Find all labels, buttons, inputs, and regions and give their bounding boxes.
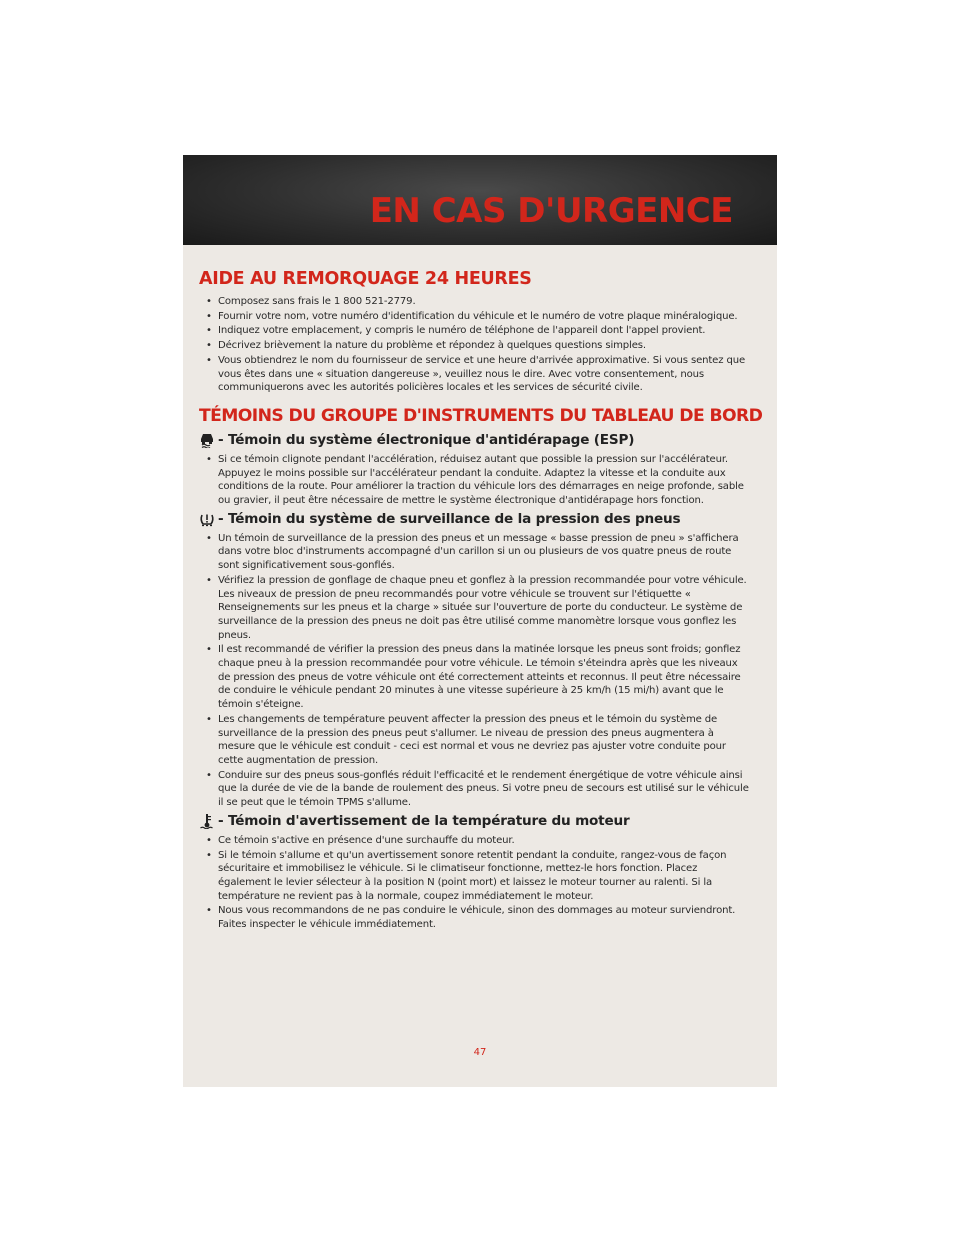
tpms-list — [199, 532, 749, 810]
esp-list — [199, 453, 749, 508]
list-item: • Fournir votre nom, votre numéro d'identification du véhicule et le numéro de votre plaque minéralogique. — [199, 310, 749, 324]
tire-pressure-icon — [199, 511, 215, 527]
warning-lights-heading: TÉMOINS DU GROUPE D'INSTRUMENTS DU TABLEAU DE BORD — [199, 405, 763, 426]
section-banner-title: EN CAS D'URGENCE — [369, 191, 733, 231]
engine-temperature-list — [199, 834, 749, 932]
engine-temperature-icon — [199, 813, 215, 829]
manual-page — [183, 155, 777, 1087]
list-item: • Indiquez votre emplacement, y compris le numéro de téléphone de l'appareil dont l'appel provient. — [199, 324, 749, 338]
list-item: • Un témoin de surveillance de la pression des pneus et un message « basse pression de pneu » s'affichera dans votre bloc d'instruments accompagné d'un carillon si un ou plusieurs de vos quatre pneus de route sont significativement sous-gonflés. — [199, 532, 749, 573]
list-item: • Si ce témoin clignote pendant l'accélération, réduisez autant que possible la pression sur l'accélérateur. Appuyez le moins possible sur l'accélérateur pendant la conduite. Adaptez la vitesse et la conduite aux conditions de la route. Pour améliorer la traction du véhicule lors des démarrages en neige profonde, sable ou gravier, il peut être nécessaire de mettre le système électronique d'antidérapage hors fonction. — [199, 453, 749, 508]
towing-assistance-heading: AIDE AU REMORQUAGE 24 HEURES — [199, 269, 532, 289]
list-item: • Les changements de température peuvent affecter la pression des pneus et le témoin du système de surveillance de la pression des pneus peut s'allumer. Le niveau de pression des pneus augmentera à mesure que le véhicule est conduit - ceci est normal et vous ne devriez pas ajuster votre conduite pour cette augmentation de pression. — [199, 713, 749, 768]
esp-subheading — [199, 432, 749, 448]
list-item: • Ce témoin s'active en présence d'une surchauffe du moteur. — [199, 834, 749, 848]
page-number: 47 — [473, 1047, 487, 1058]
list-item: • Vérifiez la pression de gonflage de chaque pneu et gonflez à la pression recommandée pour votre véhicule. Les niveaux de pression de pneu recommandés pour votre véhicule se trouvent sur l'étiquette « Renseignements sur les pneus et la charge » située sur l'ouverture de porte du conducteur. Le système de surveillance de la pression des pneus ne doit pas être utilisé comme manomètre lorsque vous gonflez les pneus. — [199, 574, 749, 643]
engine-temperature-heading-text: - Témoin d'avertissement de la température du moteur — [218, 812, 630, 829]
list-item: • Composez sans frais le 1 800 521-2779. — [199, 295, 749, 309]
list-item: • Conduire sur des pneus sous-gonflés réduit l'efficacité et le rendement énergétique de votre véhicule ainsi que la durée de vie de la bande de roulement des pneus. Si votre pneu de secours est utilisé sur le véhicule il se peut que le témoin TPMS s'allume. — [199, 769, 749, 810]
list-item: • Il est recommandé de vérifier la pression des pneus dans la matinée lorsque les pneus sont froids; gonflez chaque pneu à la pression recommandée pour votre véhicule. Le témoin s'éteindra après que les niveaux de pression des pneus de votre véhicule ont été correctement atteints et reconnus. Il peut être nécessaire de conduire le véhicule pendant 20 minutes à une vitesse supérieure à 25 km/h (15 mi/h) avant que le témoin s'éteigne. — [199, 643, 749, 712]
esp-heading-text: - Témoin du système électronique d'antidérapage (ESP) — [218, 431, 635, 448]
header-banner — [183, 155, 777, 245]
page-content — [199, 269, 763, 935]
list-item: • Si le témoin s'allume et qu'un avertissement sonore retentit pendant la conduite, rangez-vous de façon sécuritaire et immobilisez le véhicule. Si le climatiseur fonctionne, mettez-le hors fonction. Placez également le levier sélecteur à la position N (point mort) et laissez le moteur tourner au ralenti. Si la température ne revient pas à la normale, coupez immédiatement le moteur. — [199, 849, 749, 904]
engine-temperature-subheading — [199, 813, 749, 829]
esp-skid-icon — [199, 432, 215, 448]
list-item: • Décrivez brièvement la nature du problème et répondez à quelques questions simples. — [199, 339, 749, 353]
tpms-subheading — [199, 511, 749, 527]
tpms-heading-text: - Témoin du système de surveillance de la pression des pneus — [218, 510, 681, 527]
list-item: • Nous vous recommandons de ne pas conduire le véhicule, sinon des dommages au moteur surviendront. Faites inspecter le véhicule immédiatement. — [199, 904, 749, 931]
towing-assistance-list — [199, 295, 749, 395]
list-item: • Vous obtiendrez le nom du fournisseur de service et une heure d'arrivée approximative. Si vous sentez que vous êtes dans une « situation dangereuse », veuillez nous le dire. Avec votre consentement, nous communiquerons avec les autorités policières locales et les services de sécurité civile. — [199, 354, 749, 395]
